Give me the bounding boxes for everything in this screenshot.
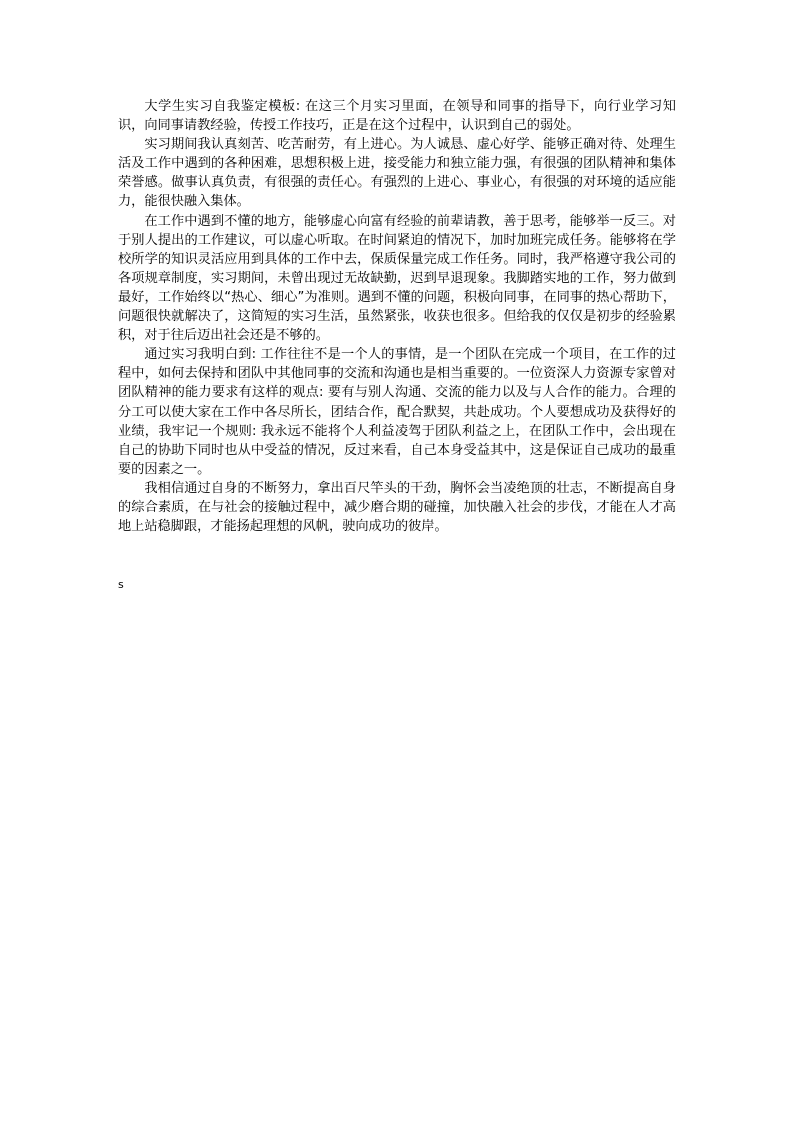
paragraph-attitude: 实习期间我认真刻苦、吃苦耐劳，有上进心。为人诚恳、虚心好学、能够正确对待、处理生活及工作中遇到的各种困难，思想积极上进，接受能力和独立能力强，有很强的团队精神和集体荣誉感。做事认真负责，有很强的责任心。有强烈的上进心、事业心，有很强的对环境的适应能力，能很快融入集体。 [118, 137, 676, 210]
footer-mark: s [118, 578, 124, 591]
paragraph-work: 在工作中遇到不懂的地方，能够虚心向富有经验的前辈请教，善于思考，能够举一反三。对于别人提出的工作建议，可以虚心听取。在时间紧迫的情况下，加时加班完成任务。能够将在学校所学的知识灵活应用到具体的工作中去，保质保量完成工作任务。同时，我严格遵守我公司的各项规章制度，实习期间，未曾出现过无故缺勤，迟到早退现象。我脚踏实地的工作，努力做到最好，工作始终以“热心、细心”为准则。遇到不懂的问题，积极向同事，在同事的热心帮助下，问题很快就解决了，这简短的实习生活，虽然紧张，收获也很多。但给我的仅仅是初步的经验累积，对于往后迈出社会还是不够的。 [118, 213, 676, 344]
document-body [118, 97, 676, 536]
paragraph-teamwork: 通过实习我明白到: 工作往往不是一个人的事情，是一个团队在完成一个项目，在工作的过程中，如何去保持和团队中其他同事的交流和沟通也是相当重要的。一位资深人力资源专家曾对团队精神的能力要求有这样的观点: 要有与别人沟通、交流的能力以及与人合作的能力。合理的分工可以使大家在工作中各尽所长，团结合作，配合默契，共赴成功。个人要想成功及获得好的业绩，我牢记一个规则: 我永远不能将个人利益凌驾于团队利益之上，在团队工作中，会出现在自己的协助下同时也从中受益的情况，反过来看，自己本身受益其中，这是保证自己成功的最重要的因素之一。 [118, 347, 676, 477]
paragraph-intro: 大学生实习自我鉴定模板: 在这三个月实习里面，在领导和同事的指导下，向行业学习知识，向同事请教经验，传授工作技巧，正是在这个过程中，认识到自己的弱处。 [118, 99, 676, 134]
paragraph-conclusion: 我相信通过自身的不断努力，拿出百尺竿头的干劲，胸怀会当凌绝顶的壮志，不断提高自身的综合素质，在与社会的接触过程中，减少磨合期的碰撞，加快融入社会的步伐，才能在人才高地上站稳脚跟，才能扬起理想的风帆，驶向成功的彼岸。 [118, 480, 676, 535]
